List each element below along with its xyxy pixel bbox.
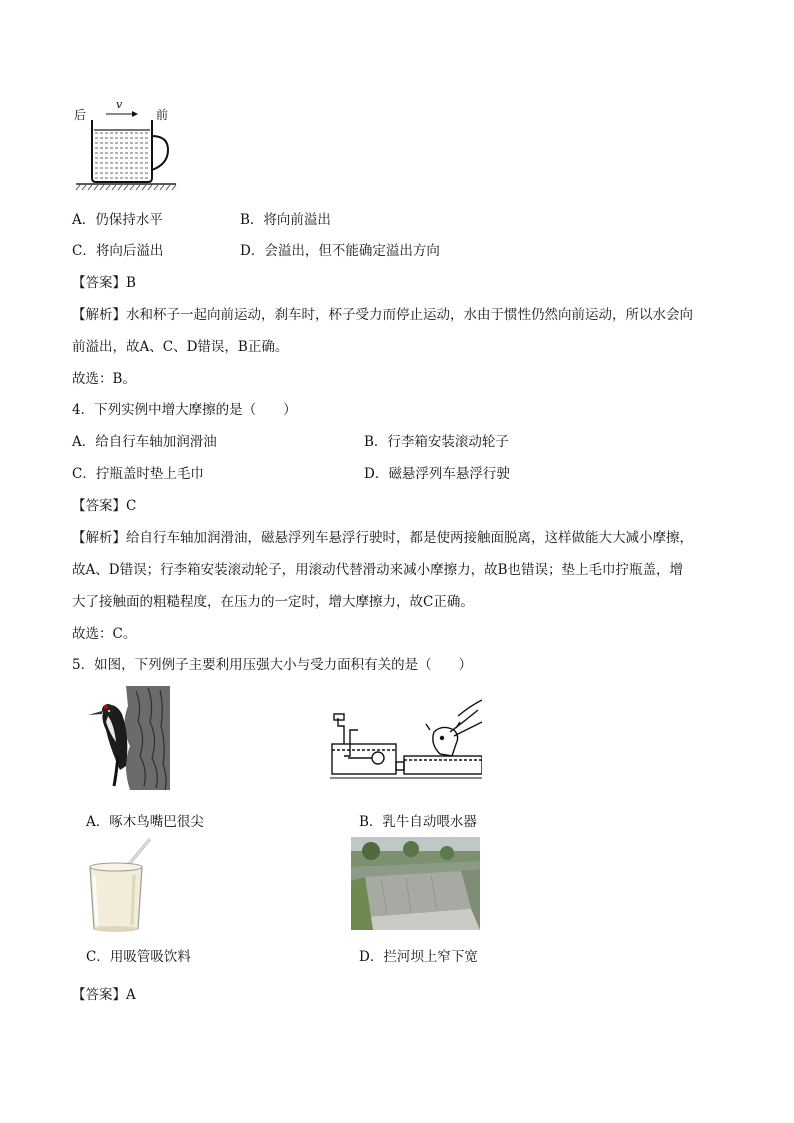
q4-option-a: A．给自行车轴加润滑油: [72, 434, 217, 450]
cow-water-feeder-image: [330, 696, 482, 784]
q5-caption-d: D．拦河坝上窄下宽: [359, 949, 478, 965]
q5-caption-a: A．啄木鸟嘴巴很尖: [86, 814, 204, 830]
q4-choice: 故选：C。: [72, 626, 137, 642]
q3-option-b: B．将向前溢出: [240, 212, 331, 228]
q3-option-d: D．会溢出，但不能确定溢出方向: [240, 243, 440, 259]
q5-answer: 【答案】A: [72, 987, 136, 1003]
q4-analysis-line-1: 【解析】给自行车轴加润滑油，磁悬浮列车悬浮行驶时，都是使两接触面脱离，这样做能大大减小摩擦，: [72, 530, 693, 546]
q4-option-c: C．拧瓶盖时垫上毛巾: [72, 466, 204, 482]
q3-answer: 【答案】B: [72, 275, 136, 291]
q3-analysis-line-2: 前溢出，故A、C、D错误，B正确。: [72, 339, 289, 355]
q5-caption-c: C．用吸管吸饮料: [86, 949, 191, 965]
q3-option-c: C．将向后溢出: [72, 243, 164, 259]
q4-option-d: D．磁悬浮列车悬浮行驶: [364, 466, 510, 482]
q5-stem: 5．如图，下列例子主要利用压强大小与受力面积有关的是（ ）: [72, 657, 473, 673]
beaker-figure: [72, 100, 182, 192]
q4-answer: 【答案】C: [72, 498, 137, 514]
milk-glass-image: [84, 835, 154, 933]
q4-option-b: B．行李箱安装滚动轮子: [364, 434, 509, 450]
q5-caption-b: B．乳牛自动喂水器: [359, 814, 477, 830]
q3-option-a: A．仍保持水平: [72, 212, 163, 228]
woodpecker-image: [86, 686, 170, 790]
river-dam-image: [351, 837, 480, 930]
label-front: 前: [156, 108, 169, 122]
q4-analysis-line-3: 大了接触面的粗糙程度，在压力的一定时，增大摩擦力，故C正确。: [72, 594, 474, 610]
q3-choice: 故选：B。: [72, 371, 136, 387]
q4-analysis-line-2: 故A、D错误；行李箱安装滚动轮子，用滚动代替滑动来减小摩擦力，故B也错误；垫上毛巾拧瓶盖，增: [72, 562, 683, 578]
q4-stem: 4．下列实例中增大摩擦的是（ ）: [72, 402, 297, 418]
label-velocity: v: [116, 98, 123, 111]
q3-analysis-line-1: 【解析】水和杯子一起向前运动，刹车时，杯子受力而停止运动，水由于惯性仍然向前运动，所以水会向: [72, 307, 693, 323]
label-back: 后: [74, 108, 87, 122]
